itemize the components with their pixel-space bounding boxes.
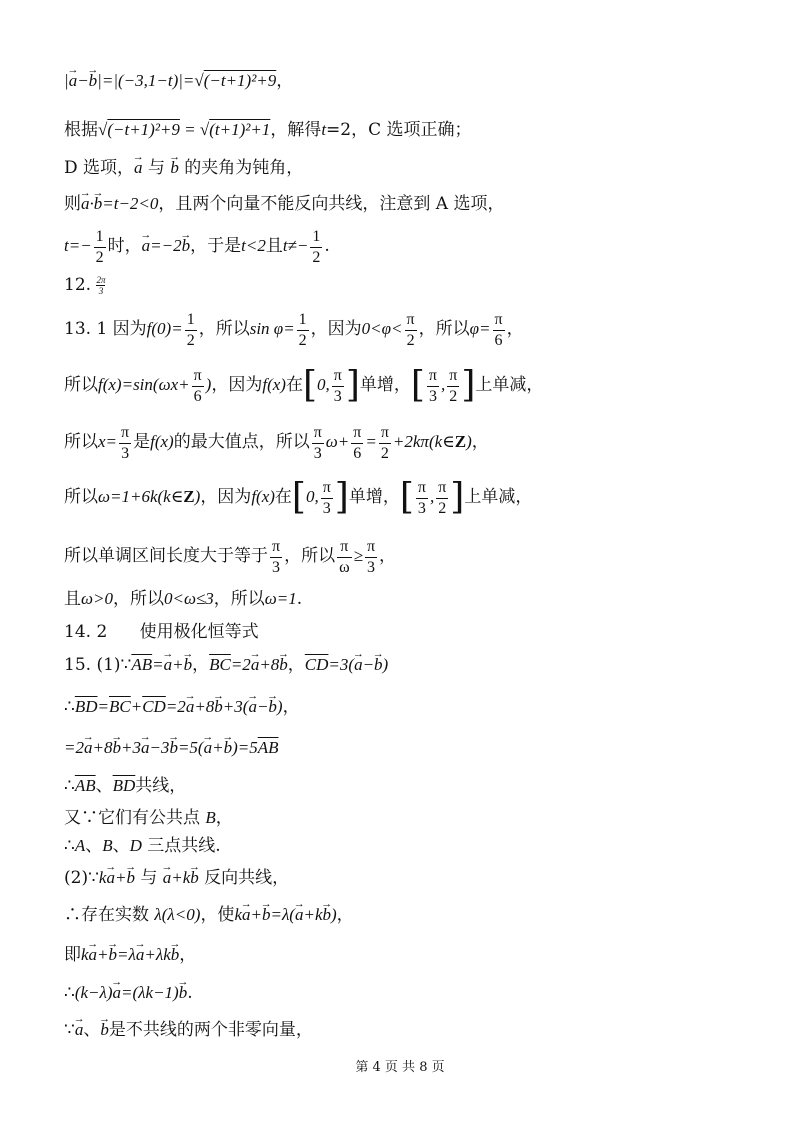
line-15: $\therefore\overline{BD}=\overline{BC}+\overline{CD}=2\to a+8\to b+3(\to a-\to b)$， (64, 694, 760, 720)
line-6: 12. $\frac{2\pi}{3}$ (64, 275, 106, 296)
line-5: t=− $\frac{1}{2}$ 时，→ a=−2→ b，于是t<2且t≠− $\frac{1}{2}$ . (64, 224, 760, 268)
line-8: 所以f(x)=sin(ωx+ $\frac{\pi}{6}$ )，因为f(x)在[0, $\frac{\pi}{3}$ ]单增，[ $\frac{\pi}{3}$ , $\frac{\pi}{2}$ ]上单减， (64, 364, 544, 406)
line-4: 则→ a·→ b=t−2<0，且两个向量不能反向共线，注意到 A 选项， (64, 191, 760, 217)
line-12: 且ω>0，所以0<ω≤3，所以ω=1. (64, 589, 303, 609)
line-17: $\therefore\overline{AB}$、$\overline{BD}$共线， (64, 776, 187, 796)
line-16: $=2\to a+8\to b+3\to a-3\to b=5(\to a+\to b)=5\overline{AB}$ (64, 735, 760, 761)
line-24: ∵→ a、→ b是不共线的两个非零向量， (64, 1017, 760, 1043)
page-footer: 第 4 页 共 8 页 (355, 1060, 445, 1075)
line-3: D 选项，→ a 与 → b 的夹角为钝角， (64, 155, 760, 181)
line-7: 13. 1 因为f(0)= $\frac{1}{2}$ ，所以sin φ= $\frac{1}{2}$ ，因为0<φ< $\frac{\pi}{2}$ ，所以φ= $\frac{\pi}{6}$ ， (64, 310, 524, 349)
line-14: 15. $(1)\because\overline{AB}=\to a+\to b$，$\overline{BC}=2\to a+8\to b$，$\overline{CD}=3(\to a-\to b)$ (64, 652, 760, 678)
line-13: 14. 2 使用极化恒等式 (64, 622, 259, 642)
line-22: 即k→ a+→ b=λ→ a+λk→ b， (64, 942, 760, 968)
line-18: 又∵它们有公共点 B， (64, 808, 233, 828)
line-10: 所以ω=1+6k(k∈Z)，因为f(x)在[0, $\frac{\pi}{3}$ ]单增，[ $\frac{\pi}{3}$ , $\frac{\pi}{2}$ ]上单减， (64, 476, 533, 518)
line-23: ∴(k−λ)→ a=(λk−1)→ b. (64, 980, 760, 1006)
line-9: 所以x= $\frac{\pi}{3}$ 是f(x)的最大值点，所以 $\frac{\pi}{3}$ ω+ $\frac{\pi}{6}$ = $\frac{\pi}{2}$ +2kπ(k∈Z)， (64, 423, 489, 462)
line-20: (2)∵k→ a+→ b 与 → a+k→ b 反向共线， (64, 865, 760, 891)
line-19: ∴A、B、D 三点共线. (64, 836, 221, 856)
line-11: 所以单调区间长度大于等于 $\frac{\pi}{3}$ ，所以 $\frac{\pi}{\omega}$ ≥ $\frac{\pi}{3}$ ， (64, 537, 397, 576)
line-1: |→ a−→ b|=|(−3,1−t)|=√(−t+1)²+9， (64, 68, 760, 94)
line-2: 根据√(−t+1)²+9 = √(t+1)²+1，解得t=2，C 选项正确； (64, 120, 472, 140)
line-21: ∴存在实数 λ(λ<0)，使k→ a+→ b=λ(→ a+k→ b)， (64, 902, 760, 928)
